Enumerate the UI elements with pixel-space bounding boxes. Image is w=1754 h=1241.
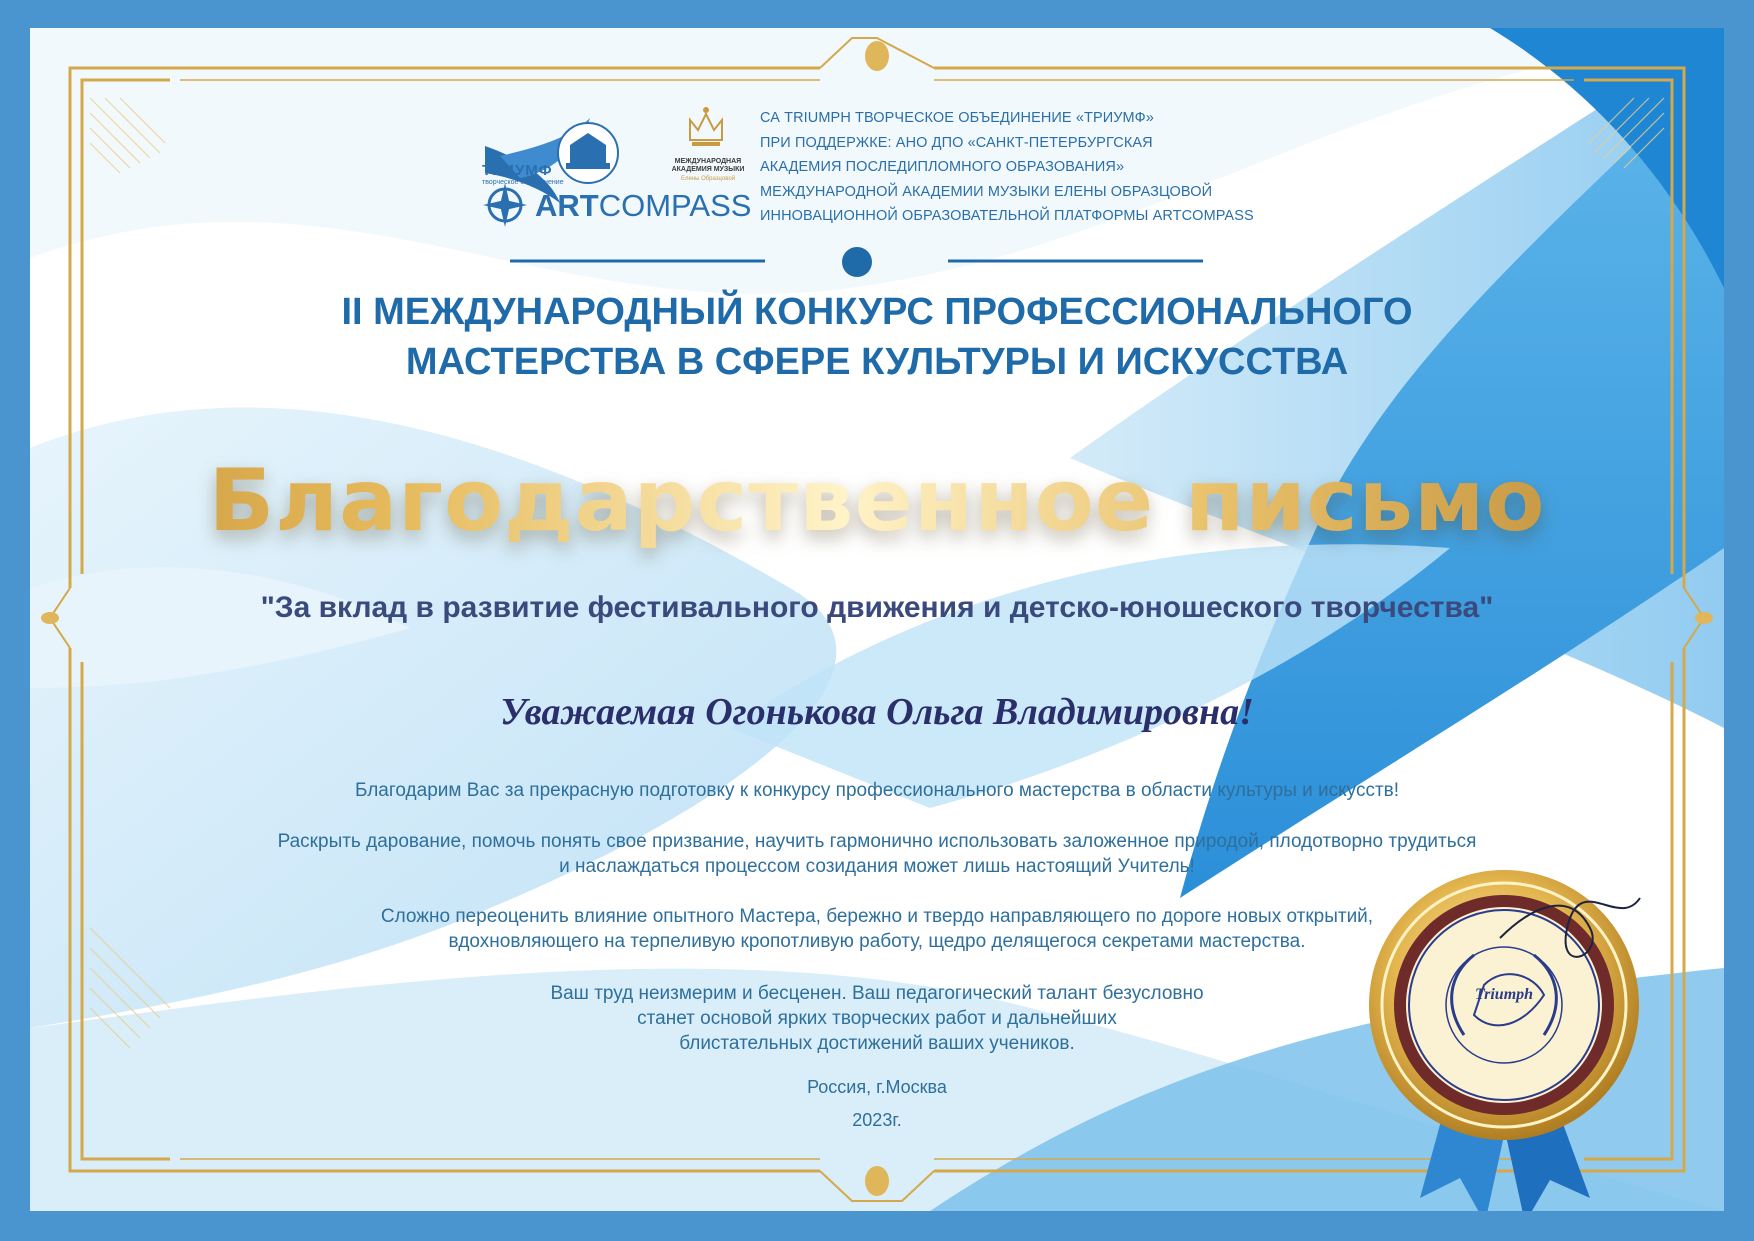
body-paragraph-4-line-1: Ваш труд неизмерим и бесценен. Ваш педагогический талант безусловно: [550, 983, 1204, 1004]
artcompass-art: ART: [535, 188, 599, 223]
music-academy-subtext: Елены Образцовой: [680, 176, 736, 182]
recipient-greeting: Уважаемая Огонькова Ольга Владимировна!: [500, 691, 1254, 733]
academy-badge-icon: [558, 123, 618, 183]
music-academy-text: МЕЖДУНАРОДНАЯ АКАДЕМИЯ МУЗЫКИ: [671, 158, 745, 173]
certificate-sheet: [30, 28, 1724, 1211]
organizer-line: МЕЖДУНАРОДНОЙ АКАДЕМИИ МУЗЫКИ ЕЛЕНЫ ОБРАЗЦОВОЙ: [760, 183, 1213, 200]
year: 2023г.: [852, 1110, 902, 1130]
award-reason: "За вклад в развитие фестивального движения и детско-юношеского творчества": [260, 591, 1494, 624]
organizers-header: [760, 106, 1320, 229]
organizer-line: АКАДЕМИЯ ПОСЛЕДИПЛОМНОГО ОБРАЗОВАНИЯ»: [760, 159, 1125, 175]
triumph-logo-text: ТРИУМФ: [482, 162, 553, 179]
body-paragraph-3-line-2: вдохновляющего на терпеливую кропотливую работу, щедро делящегося секретами мастерства.: [448, 931, 1306, 952]
seal-center-text: Triumph: [1474, 986, 1534, 1003]
artcompass-compass: COMPASS: [598, 188, 752, 223]
body-paragraph-4-line-2: станет основой ярких творческих работ и дальнейших: [637, 1008, 1117, 1029]
contest-title-line-2: МАСТЕРСТВА В СФЕРЕ КУЛЬТУРЫ И ИСКУССТВА: [405, 341, 1349, 383]
organizer-line: ПРИ ПОДДЕРЖКЕ: АНО ДПО «САНКТ-ПЕТЕРБУРГСКАЯ: [760, 134, 1153, 151]
contest-title-line-1: II МЕЖДУНАРОДНЫЙ КОНКУРС ПРОФЕССИОНАЛЬНОГО: [341, 291, 1413, 333]
organizer-line: ИННОВАЦИОННОЙ ОБРАЗОВАТЕЛЬНОЙ ПЛАТФОРМЫ ARTCOMPASS: [760, 208, 1254, 224]
body-paragraph-2-line-2: и наслаждаться процессом созидания может лишь настоящий Учитель!: [559, 856, 1195, 877]
place: Россия, г.Москва: [807, 1077, 947, 1097]
organizer-line: СА TRIUMPH ТВОРЧЕСКОЕ ОБЪЕДИНЕНИЕ «ТРИУМФ»: [760, 110, 1154, 126]
body-paragraph-2-line-1: Раскрыть дарование, помочь понять свое призвание, научить гармонично использовать заложенное природой, плодотворно трудиться: [277, 831, 1477, 852]
body-paragraph-4-line-3: блистательных достижений ваших учеников.: [679, 1033, 1075, 1054]
artcompass-logo: [535, 189, 751, 223]
body-paragraph-1: Благодарим Вас за прекрасную подготовку к конкурсу профессионального мастерства в области культуры и искусств!: [354, 780, 1400, 801]
certificate-title: Благодарственное письмо: [30, 451, 1724, 551]
body-paragraph-3-line-1: Сложно переоценить влияние опытного Мастера, бережно и твердо направляющего по дороге новых открытий,: [380, 906, 1374, 927]
triumph-logo-subtext: творческое объединение: [482, 179, 564, 186]
